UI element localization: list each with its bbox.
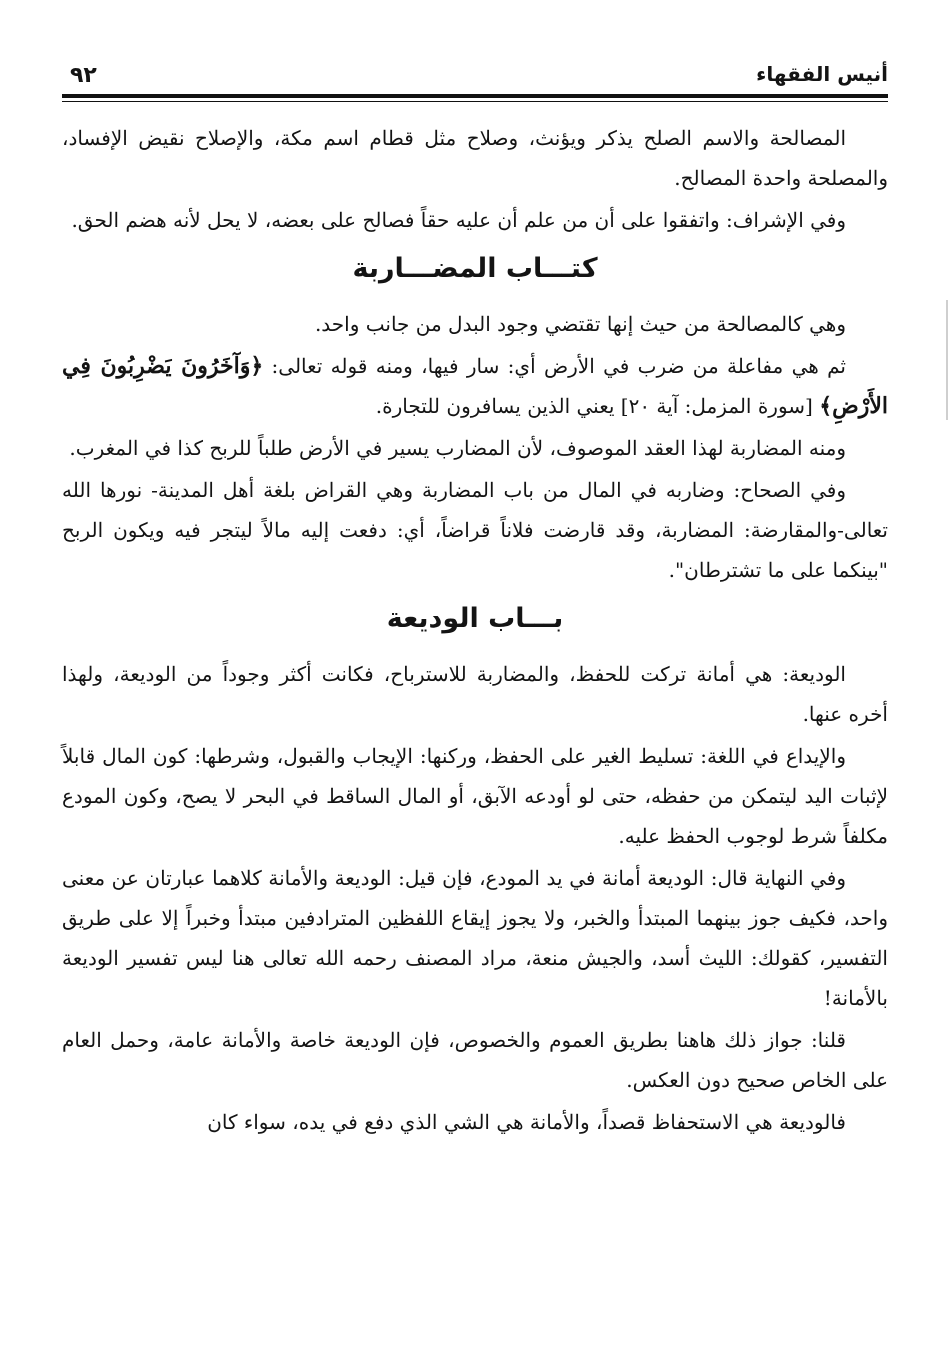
page-header xyxy=(62,54,888,94)
header-rule-thin xyxy=(62,101,888,102)
paragraph: المصالحة والاسم الصلح يذكر ويؤنث، وصلاح مثل قطام اسم مكة، والإصلاح نقيض الإفساد، والمصلحة واحدة المصالح. xyxy=(62,126,888,190)
paragraph: وفي النهاية قال: الوديعة أمانة في يد المودع، فإن قيل: الوديعة والأمانة كلاهما عبارتان عن معنى واحد، فكيف جوز بينهما المبتدأ والخبر، ولا يجوز إيقاع اللفظين المترادفين مبتدأ وخبراً إلا على طريق التفسير، كقولك: الليث أسد، والجيش منعة، مراد المصنف رحمه الله تعالى هنا ليس تفسير الوديعة بالأمانة! xyxy=(62,866,888,1010)
section-heading-mudaraba: كتـــاب المضـــاربة xyxy=(352,253,598,284)
paragraph-text: ثم هي مفاعلة من ضرب في الأرض أي: سار فيها، ومنه قوله تعالى: xyxy=(263,354,846,378)
paragraph: والإيداع في اللغة: تسليط الغير على الحفظ، وركنها: الإيجاب والقبول، وشرطها: كون المال قابلاً لإثبات اليد ليتمكن من حفظه، حتى لو أودعه الآبق، أو المال الساقط في البحر لا يصح، وكون المودع مكلفاً شرط لوجوب الحفظ عليه. xyxy=(62,744,888,848)
paragraph xyxy=(62,346,888,426)
paragraph: وهي كالمصالحة من حيث إنها تقتضي وجود البدل من جانب واحد. xyxy=(314,312,846,336)
quran-verse: ﴿وَآخَرُونَ يَضْرِبُونَ فِي الأَرْضِ﴾ xyxy=(62,353,888,419)
paragraph: فالوديعة هي الاستحفاظ قصداً، والأمانة هي الشي الذي دفع في يده، سواء كان xyxy=(207,1110,846,1134)
section-heading-wadia: بـــاب الوديعة xyxy=(386,603,564,634)
running-title: أنيس الفقهاء xyxy=(756,62,888,86)
header-rule-thick xyxy=(62,94,888,98)
paragraph: الوديعة: هي أمانة تركت للحفظ، والمضاربة للاسترباح، فكانت أكثر وجوداً من الوديعة، ولهذا أخره عنها. xyxy=(62,662,888,726)
page-body xyxy=(62,118,888,1144)
page-number: ٩٢ xyxy=(70,63,97,88)
paragraph: قلنا: جواز ذلك هاهنا بطريق العموم والخصوص، فإن الوديعة خاصة والأمانة عامة، وحمل العام على الخاص صحيح دون العكس. xyxy=(62,1028,888,1092)
scan-edge-mark xyxy=(946,300,948,420)
verse-citation: [سورة المزمل: آية ٢٠] يعني الذين يسافرون للتجارة. xyxy=(375,394,820,418)
paragraph: ومنه المضاربة لهذا العقد الموصوف، لأن المضارب يسير في الأرض طلباً للربح كذا في المغرب. xyxy=(69,436,846,460)
paragraph: وفي الإشراف: واتفقوا على أن من علم أن عليه حقاً فصالح على بعضه، لا يحل لأنه هضم الحق. xyxy=(71,208,846,232)
paragraph: وفي الصحاح: وضاربه في المال من باب المضاربة وهي القراض بلغة أهل المدينة- نورها الله تعالى-والمقارضة: المضاربة، وقد قارضت فلاناً قراضاً، أي: دفعت إليه مالاً ليتجر فيه ويكون الربح "بينكما على ما تشترطان". xyxy=(62,478,888,582)
